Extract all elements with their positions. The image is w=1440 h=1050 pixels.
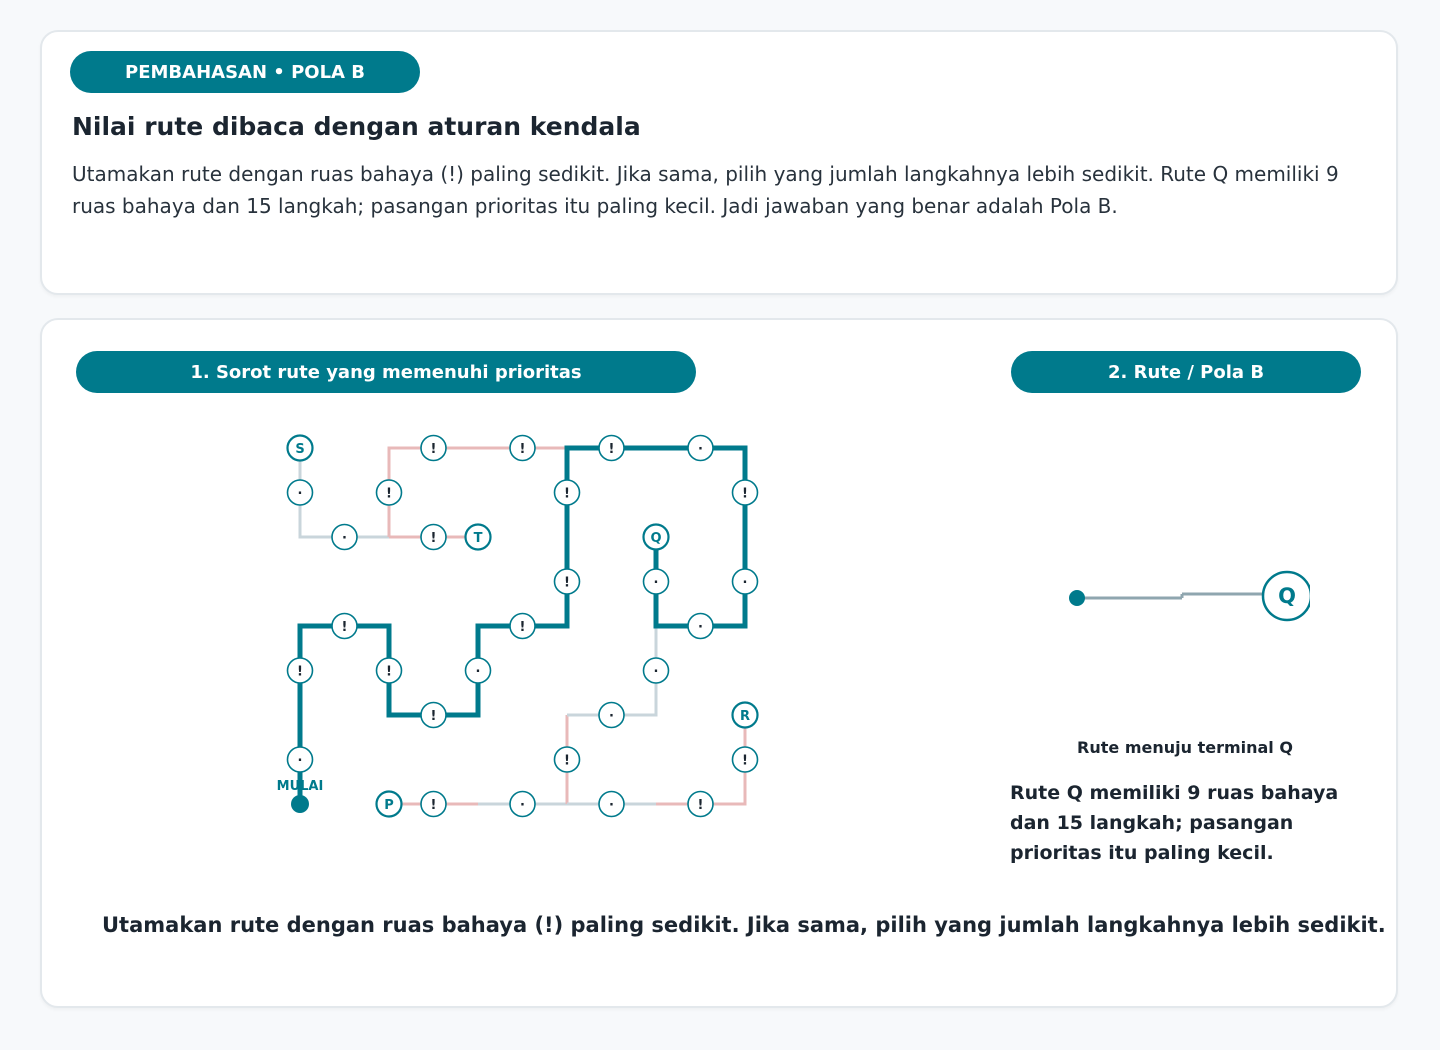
node-label: !	[564, 753, 570, 769]
node-label: !	[430, 442, 437, 457]
node-label: ·	[520, 798, 525, 813]
mini-start-dot	[1069, 590, 1085, 606]
node-label: ·	[653, 575, 659, 591]
node-label: !	[742, 753, 748, 769]
route-segment	[297, 448, 389, 537]
priority-rule: Utamakan rute dengan ruas bahaya (!) paling sedikit. Jika sama, pilih yang jumlah langkahnya lebih sedikit.	[102, 913, 1386, 937]
node-label: !	[430, 709, 437, 724]
node-label: !	[564, 486, 570, 502]
node-label: ·	[698, 620, 703, 635]
node-label: !	[742, 486, 748, 502]
node-label: ·	[297, 753, 303, 769]
node-label: !	[519, 620, 526, 635]
route-segment	[656, 715, 745, 804]
section-2-header: 2. Rute / Pola B	[1011, 351, 1361, 393]
terminal-q-label: Q	[1278, 584, 1296, 608]
start-label: MULAI	[276, 779, 324, 794]
node-label: ·	[653, 664, 659, 680]
node-label: ·	[342, 531, 347, 546]
explanation-title: Nilai rute dibaca dengan aturan kendala	[72, 112, 641, 141]
route-q-description: Rute Q memiliki 9 ruas bahaya dan 15 langkah; pasangan prioritas itu paling kecil.	[1010, 782, 1339, 864]
route-segment	[567, 626, 656, 715]
node-label: !	[386, 486, 392, 502]
explanation-badge: PEMBAHASAN • POLA B	[70, 51, 420, 93]
mini-route-diagram	[1010, 560, 1310, 640]
node-label: S	[295, 442, 305, 457]
node-label: !	[697, 798, 704, 813]
node-label: ·	[609, 798, 614, 813]
node-label: !	[564, 575, 570, 591]
node-label: !	[297, 664, 303, 680]
section-1-header: 1. Sorot rute yang memenuhi prioritas	[76, 351, 696, 393]
start-dot	[291, 795, 309, 813]
explanation-text: Utamakan rute dengan ruas bahaya (!) paling sedikit. Jika sama, pilih yang jumlah langkahnya lebih sedikit. Rute Q memiliki 9 ruas bahaya dan 15 langkah; pasangan prioritas itu paling kecil. Jadi jawaban yang benar adalah Pola B.	[72, 162, 1339, 218]
node-label: !	[608, 442, 615, 457]
node-label: Q	[650, 531, 662, 546]
node-label: !	[430, 798, 437, 813]
mini-caption: Rute menuju terminal Q	[1077, 738, 1293, 757]
node-label: ·	[609, 709, 614, 724]
node-label: !	[341, 620, 348, 635]
node-label: P	[384, 798, 394, 813]
node-label: ·	[742, 575, 748, 591]
node-label: ·	[475, 664, 481, 680]
node-label: ·	[297, 486, 303, 502]
node-label: R	[739, 709, 751, 724]
node-label: !	[386, 664, 392, 680]
node-label: !	[519, 442, 526, 457]
node-label: ·	[698, 442, 703, 457]
node-label: T	[473, 531, 483, 546]
node-label: !	[430, 531, 437, 546]
